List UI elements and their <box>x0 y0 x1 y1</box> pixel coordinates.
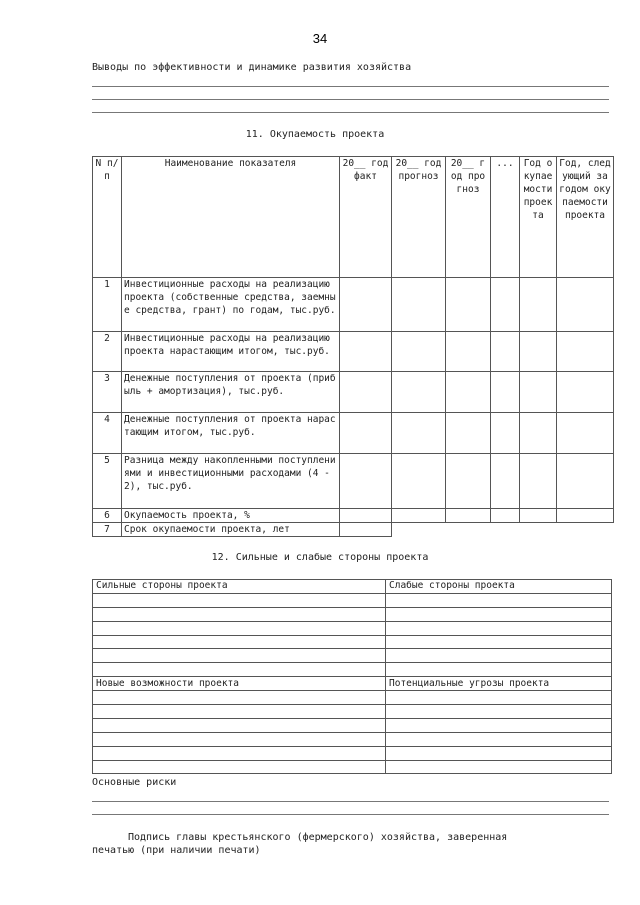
table-row <box>93 732 612 746</box>
value-cell <box>340 332 392 372</box>
weaknesses-cell <box>386 621 612 635</box>
header-year-forecast-1: 20__ год прогноз <box>392 157 446 278</box>
row-label: Срок окупаемости проекта, лет <box>122 523 340 537</box>
value-cell <box>557 509 614 523</box>
threats-cell <box>386 718 612 732</box>
opportunities-cell <box>93 746 386 760</box>
value-cell <box>340 278 392 332</box>
opportunities-cell <box>93 705 386 719</box>
table-row <box>93 523 614 537</box>
header-number: N п/п <box>93 157 122 278</box>
value-cell <box>446 278 491 332</box>
value-cell <box>446 372 491 413</box>
weaknesses-cell <box>386 593 612 607</box>
row-number: 3 <box>93 372 122 413</box>
value-cell <box>491 509 520 523</box>
table-row <box>93 332 614 372</box>
table-row <box>93 746 612 760</box>
value-cell <box>392 332 446 372</box>
signature-line-2: печатью (при наличии печати) <box>92 845 261 856</box>
conclusions-line-3 <box>92 112 609 113</box>
value-cell <box>520 454 557 509</box>
value-cell <box>446 332 491 372</box>
strengths-cell <box>93 607 386 621</box>
value-cell <box>557 372 614 413</box>
strengths-cell <box>93 621 386 635</box>
opportunities-cell <box>93 760 386 774</box>
value-cell <box>340 523 392 537</box>
value-cell <box>520 278 557 332</box>
value-cell <box>392 454 446 509</box>
row-label: Инвестиционные расходы на реализацию проекта нарастающим итогом, тыс.руб. <box>122 332 340 372</box>
header-indicator: Наименование показателя <box>122 157 340 278</box>
table-row <box>93 649 612 663</box>
value-cell <box>491 278 520 332</box>
value-cell <box>557 413 614 454</box>
value-cell <box>446 413 491 454</box>
value-cell <box>491 372 520 413</box>
table-row <box>93 705 612 719</box>
table-row <box>93 663 612 677</box>
conclusions-label: Выводы по эффективности и динамике развития хозяйства <box>92 62 412 73</box>
risks-line-2 <box>92 814 609 815</box>
value-cell <box>446 454 491 509</box>
row-number: 7 <box>93 523 122 537</box>
value-cell <box>557 278 614 332</box>
value-cell <box>491 332 520 372</box>
table-row <box>93 760 612 774</box>
row-label: Разница между накопленными поступлениями и инвестиционными расходами (4 - 2), тыс.руб. <box>122 454 340 509</box>
value-cell <box>340 454 392 509</box>
header-payback-year: Год окупаемости проекта <box>520 157 557 278</box>
value-cell <box>392 509 446 523</box>
conclusions-line-2 <box>92 99 609 100</box>
value-cell <box>392 413 446 454</box>
header-year-forecast-2: 20__ год прогноз <box>446 157 491 278</box>
payback-table-header <box>93 157 614 278</box>
swot-header-row <box>93 580 612 594</box>
table-row <box>93 454 614 509</box>
opportunities-cell <box>93 732 386 746</box>
row-label: Окупаемость проекта, % <box>122 509 340 523</box>
section-11-title: 11. Окупаемость проекта <box>245 129 385 140</box>
value-cell <box>520 332 557 372</box>
header-next-year: Год, следующий за годом окупаемости проекта <box>557 157 614 278</box>
payback-table <box>92 156 614 537</box>
table-row <box>93 691 612 705</box>
row-number: 6 <box>93 509 122 523</box>
header-year-fact: 20__ год факт <box>340 157 392 278</box>
risks-label: Основные риски <box>92 777 177 788</box>
page-number: 34 <box>312 31 328 46</box>
row-label: Инвестиционные расходы на реализацию проекта (собственные средства, заемные средства, грант) по годам, тыс.руб. <box>122 278 340 332</box>
row-number: 4 <box>93 413 122 454</box>
value-cell <box>557 332 614 372</box>
threats-cell <box>386 746 612 760</box>
header-ellipsis: ... <box>491 157 520 278</box>
table-row <box>93 372 614 413</box>
value-cell <box>520 413 557 454</box>
weaknesses-cell <box>386 649 612 663</box>
conclusions-line-1 <box>92 86 609 87</box>
value-cell <box>520 509 557 523</box>
table-row <box>93 607 612 621</box>
weaknesses-cell <box>386 607 612 621</box>
opportunities-header: Новые возможности проекта <box>93 677 386 691</box>
table-row <box>93 278 614 332</box>
row-number: 1 <box>93 278 122 332</box>
threats-cell <box>386 760 612 774</box>
opportunities-cell <box>93 718 386 732</box>
threats-cell <box>386 691 612 705</box>
value-cell <box>557 454 614 509</box>
value-cell <box>491 413 520 454</box>
value-cell <box>340 413 392 454</box>
section-12-title: 12. Сильные и слабые стороны проекта <box>211 552 429 563</box>
strengths-cell <box>93 649 386 663</box>
weaknesses-header: Слабые стороны проекта <box>386 580 612 594</box>
row-label: Денежные поступления от проекта нарастающим итогом, тыс.руб. <box>122 413 340 454</box>
opportunities-cell <box>93 691 386 705</box>
risks-line-1 <box>92 801 609 802</box>
value-cell <box>340 372 392 413</box>
value-cell <box>446 509 491 523</box>
table-row <box>93 509 614 523</box>
weaknesses-cell <box>386 663 612 677</box>
table-row <box>93 593 612 607</box>
strengths-header: Сильные стороны проекта <box>93 580 386 594</box>
swot-table <box>92 579 612 774</box>
table-row <box>93 718 612 732</box>
strengths-cell <box>93 593 386 607</box>
table-row <box>93 621 612 635</box>
signature-line-1: Подпись главы крестьянского (фермерского) хозяйства, заверенная <box>128 832 508 843</box>
strengths-cell <box>93 635 386 649</box>
threats-header: Потенциальные угрозы проекта <box>386 677 612 691</box>
row-number: 5 <box>93 454 122 509</box>
weaknesses-cell <box>386 635 612 649</box>
value-cell <box>491 454 520 509</box>
table-row <box>93 635 612 649</box>
swot-header-row <box>93 677 612 691</box>
value-cell <box>392 372 446 413</box>
table-row <box>93 413 614 454</box>
strengths-cell <box>93 663 386 677</box>
value-cell <box>520 372 557 413</box>
value-cell <box>340 509 392 523</box>
threats-cell <box>386 732 612 746</box>
threats-cell <box>386 705 612 719</box>
row-number: 2 <box>93 332 122 372</box>
row-label: Денежные поступления от проекта (прибыль + амортизация), тыс.руб. <box>122 372 340 413</box>
value-cell <box>392 278 446 332</box>
